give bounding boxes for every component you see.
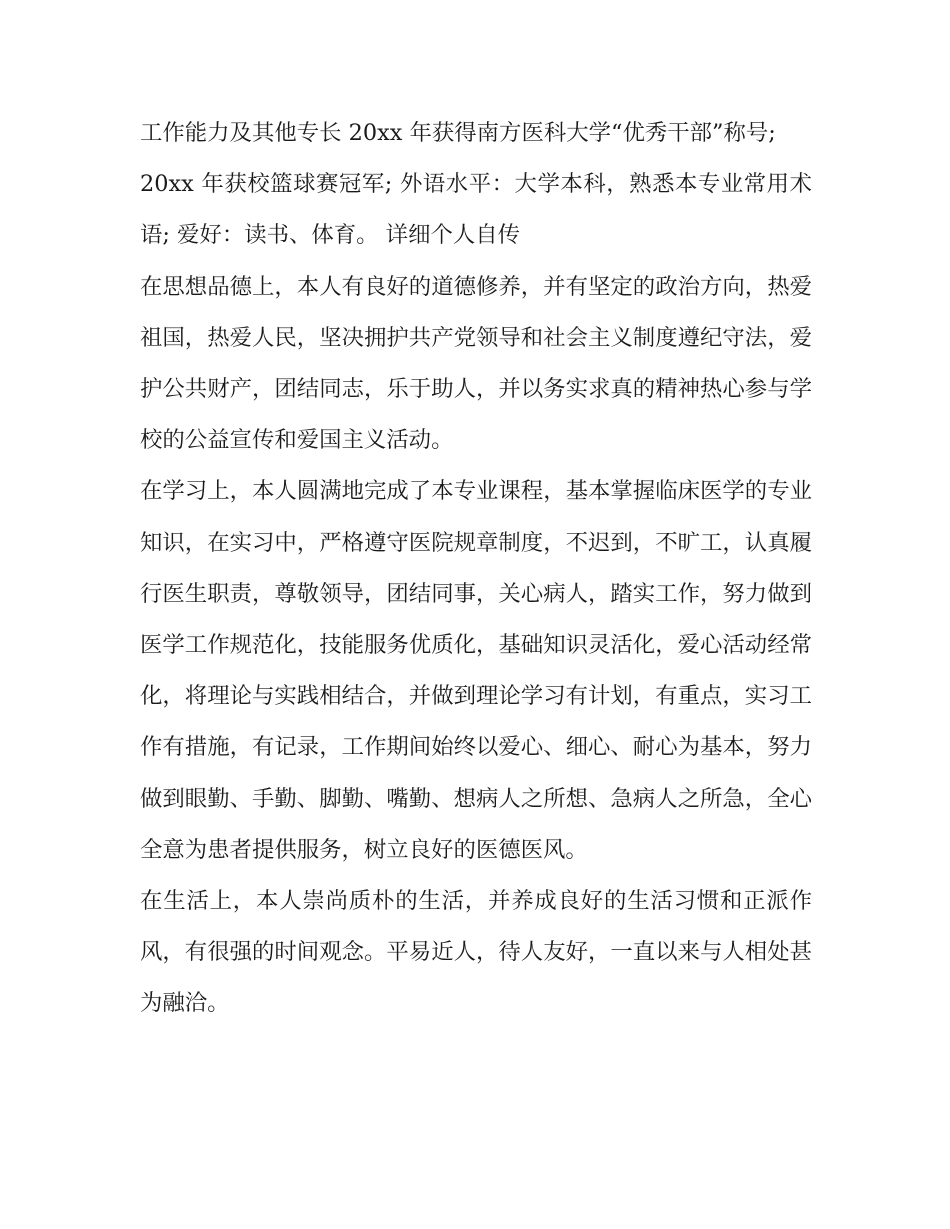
document-body [140,108,812,1030]
paragraph-awards-hobbies: 20xx 年获校篮球赛冠军; 外语水平：大学本科，熟悉本专业常用术语; 爱好：读书、体育。 详细个人自传 [140,171,812,249]
paragraph-life: 在生活上，本人崇尚质朴的生活，并养成良好的生活习惯和正派作风，有很强的时间观念。平易近人，待人友好，一直以来与人相处甚为融洽。 [140,888,812,1017]
paragraph-study: 在学习上，本人圆满地完成了本专业课程，基本掌握临床医学的专业知识，在实习中，严格遵守医院规章制度，不迟到，不旷工，认真履行医生职责，尊敬领导，团结同事，关心病人，踏实工作，努力做到医学工作规范化，技能服务优质化，基础知识灵活化，爱心活动经常化，将理论与实践相结合，并做到理论学习有计划，有重点，实习工作有措施，有记录，工作期间始终以爱心、细心、耐心为基本，努力做到眼勤、手勤、脚勤、嘴勤、想病人之所想、急病人之所急，全心全意为患者提供服务，树立良好的医德医风。 [140,478,812,863]
paragraph-skills: 工作能力及其他专长 20xx 年获得南方医科大学“优秀干部”称号; [140,120,776,146]
paragraph-ideology: 在思想品德上，本人有良好的道德修养，并有坚定的政治方向，热爱祖国，热爱人民，坚决拥护共产党领导和社会主义制度遵纪守法，爱护公共财产，团结同志，乐于助人，并以务实求真的精神热心参与学校的公益宣传和爱国主义活动。 [140,273,812,454]
